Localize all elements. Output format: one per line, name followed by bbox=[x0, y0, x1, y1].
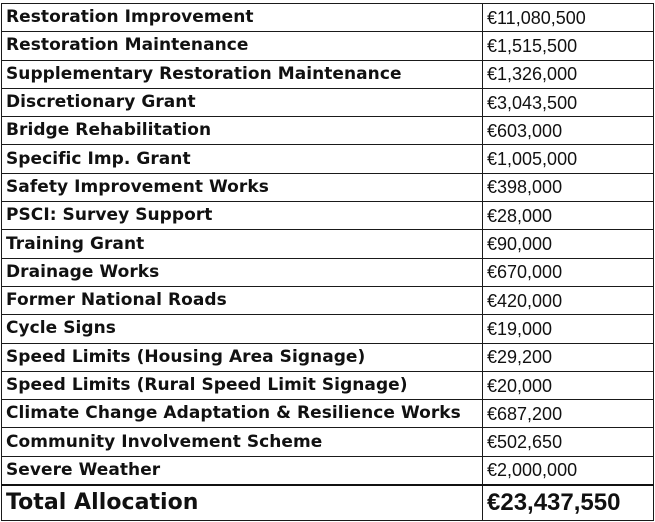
table-row bbox=[2, 315, 654, 343]
line-item-amount: €603,000 bbox=[483, 117, 654, 145]
line-item-amount: €3,043,500 bbox=[483, 88, 654, 116]
line-item-name: Speed Limits (Rural Speed Limit Signage) bbox=[2, 371, 483, 399]
table-row bbox=[2, 400, 654, 428]
table-row bbox=[2, 202, 654, 230]
table-row bbox=[2, 173, 654, 201]
line-item-amount: €1,005,000 bbox=[483, 145, 654, 173]
table-row bbox=[2, 32, 654, 60]
line-item-name: Climate Change Adaptation & Resilience Works bbox=[2, 400, 483, 428]
line-item-name: Drainage Works bbox=[2, 258, 483, 286]
line-item-amount: €398,000 bbox=[483, 173, 654, 201]
total-amount: €23,437,550 bbox=[483, 485, 654, 521]
line-item-amount: €28,000 bbox=[483, 202, 654, 230]
line-item-name: Bridge Rehabilitation bbox=[2, 117, 483, 145]
line-item-name: Severe Weather bbox=[2, 456, 483, 485]
line-item-name: Restoration Maintenance bbox=[2, 32, 483, 60]
line-item-amount: €420,000 bbox=[483, 286, 654, 314]
table-row bbox=[2, 117, 654, 145]
table-row bbox=[2, 456, 654, 485]
table-row bbox=[2, 428, 654, 456]
line-item-amount: €90,000 bbox=[483, 230, 654, 258]
total-row bbox=[2, 485, 654, 521]
line-item-amount: €1,515,500 bbox=[483, 32, 654, 60]
line-item-name: Community Involvement Scheme bbox=[2, 428, 483, 456]
table-row bbox=[2, 88, 654, 116]
line-item-amount: €687,200 bbox=[483, 400, 654, 428]
line-item-name: Training Grant bbox=[2, 230, 483, 258]
line-item-amount: €29,200 bbox=[483, 343, 654, 371]
table-row bbox=[2, 4, 654, 32]
line-item-name: Former National Roads bbox=[2, 286, 483, 314]
line-item-name: Safety Improvement Works bbox=[2, 173, 483, 201]
table-row bbox=[2, 258, 654, 286]
table-row bbox=[2, 145, 654, 173]
table-row bbox=[2, 371, 654, 399]
line-item-amount: €2,000,000 bbox=[483, 456, 654, 485]
line-item-name: Supplementary Restoration Maintenance bbox=[2, 60, 483, 88]
line-item-name: Speed Limits (Housing Area Signage) bbox=[2, 343, 483, 371]
line-item-amount: €502,650 bbox=[483, 428, 654, 456]
total-label: Total Allocation bbox=[2, 485, 483, 521]
line-item-amount: €1,326,000 bbox=[483, 60, 654, 88]
table-row bbox=[2, 286, 654, 314]
line-item-name: Discretionary Grant bbox=[2, 88, 483, 116]
table-row bbox=[2, 230, 654, 258]
line-item-amount: €20,000 bbox=[483, 371, 654, 399]
table-row bbox=[2, 343, 654, 371]
line-item-name: PSCI: Survey Support bbox=[2, 202, 483, 230]
allocation-table bbox=[1, 3, 654, 521]
line-item-amount: €19,000 bbox=[483, 315, 654, 343]
line-item-amount: €670,000 bbox=[483, 258, 654, 286]
line-item-name: Restoration Improvement bbox=[2, 4, 483, 32]
line-item-name: Specific Imp. Grant bbox=[2, 145, 483, 173]
table-row bbox=[2, 60, 654, 88]
line-item-name: Cycle Signs bbox=[2, 315, 483, 343]
allocation-table-body bbox=[2, 4, 654, 521]
line-item-amount: €11,080,500 bbox=[483, 4, 654, 32]
